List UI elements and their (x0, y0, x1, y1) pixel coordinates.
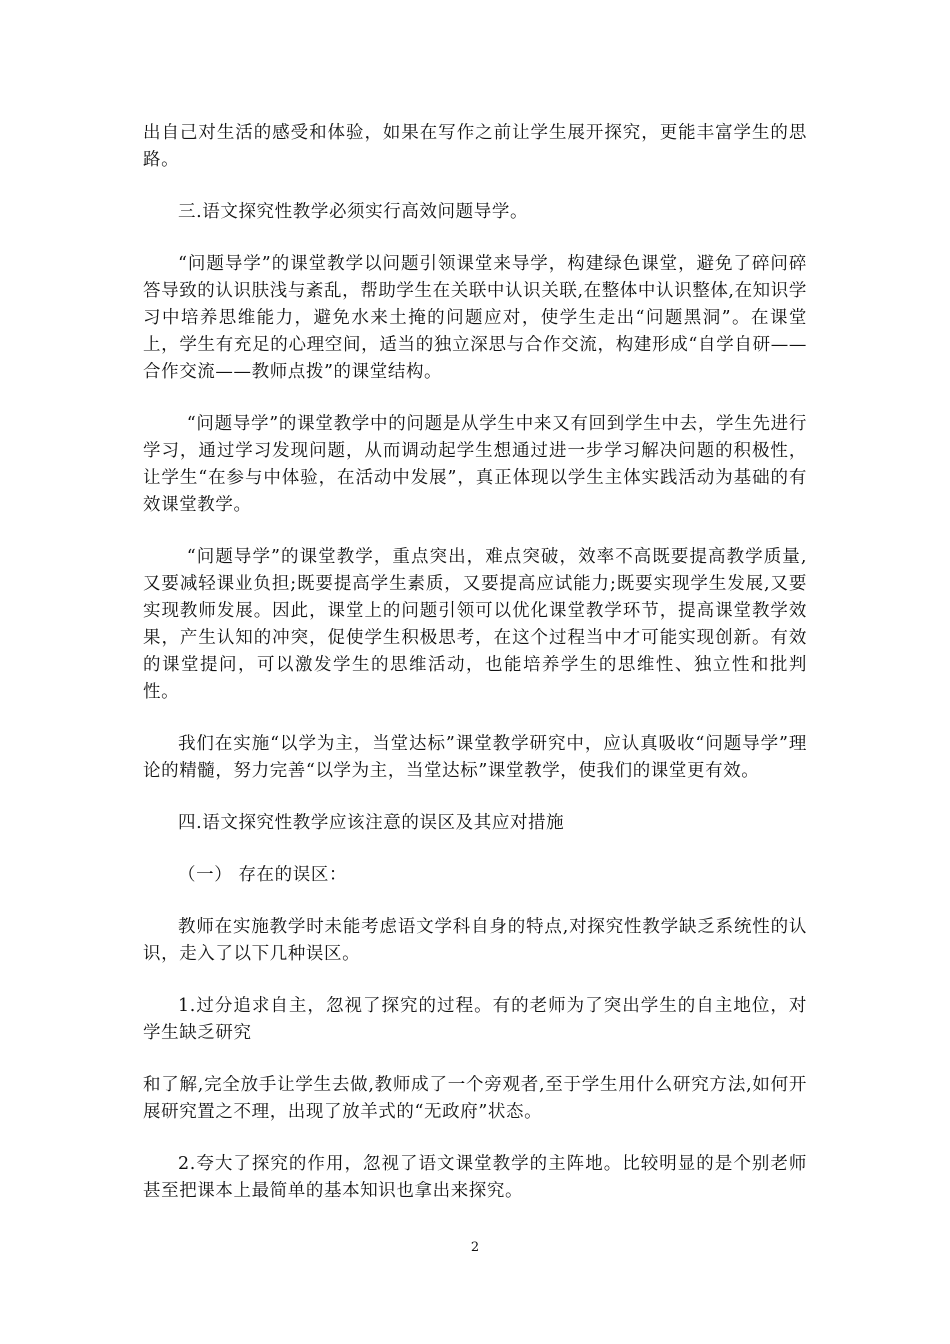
list-item-2: 2.夸大了探究的作用，忽视了语文课堂教学的主阵地。比较明显的是个别老师甚至把课本上最简单的基本知识也拿出来探究。 (143, 1154, 807, 1201)
page-number: 2 (470, 1240, 480, 1255)
paragraph-continuation: 出自己对生活的感受和体验，如果在写作之前让学生展开探究，更能丰富学生的思路。 (143, 123, 807, 170)
list-item-1: 1.过分追求自主，忽视了探究的过程。有的老师为了突出学生的自主地位，对学生缺乏研究 (143, 996, 807, 1043)
list-item-1-continuation: 和了解,完全放手让学生去做,教师成了一个旁观者,至于学生用什么研究方法,如何开展研究置之不理，出现了放羊式的“无政府”状态。 (143, 1075, 807, 1122)
paragraph-misconceptions-intro: 教师在实施教学时未能考虑语文学科自身的特点,对探究性教学缺乏系统性的认识，走入了以下几种误区。 (143, 917, 807, 964)
subsection-heading-1: （一） 存在的误区： (178, 865, 348, 885)
section-heading-3: 三.语文探究性教学必须实行高效问题导学。 (178, 202, 529, 222)
paragraph-problem-guided-2: “问题导学”的课堂教学中的问题是从学生中来又有回到学生中去，学生先进行学习，通过学习发现问题，从而调动起学生想通过进一步学习解决问题的积极性，让学生“在参与中体验，在活动中发展”，真正体现以学生主体实践活动为基础的有效课堂教学。 (143, 414, 807, 515)
section-heading-4: 四.语文探究性教学应该注意的误区及其应对措施 (178, 813, 565, 833)
paragraph-problem-guided-3: “问题导学”的课堂教学，重点突出，难点突破，效率不高既要提高教学质量,又要减轻课业负担;既要提高学生素质，又要提高应试能力;既要实现学生发展,又要实现教师发展。因此，课堂上的问题引领可以优化课堂教学环节，提高课堂教学效果，产生认知的冲突，促使学生积极思考，在这个过程当中才可能实现创新。有效的课堂提问，可以激发学生的思维活动，也能培养学生的思维性、独立性和批判性。 (143, 547, 807, 702)
paragraph-implementation: 我们在实施“以学为主，当堂达标”课堂教学研究中，应认真吸收“问题导学”理论的精髓，努力完善“以学为主，当堂达标”课堂教学，使我们的课堂更有效。 (143, 734, 807, 781)
document-body (143, 120, 807, 1230)
paragraph-problem-guided-1: “问题导学”的课堂教学以问题引领课堂来导学，构建绿色课堂，避免了碎问碎答导致的认识肤浅与紊乱，帮助学生在关联中认识关联,在整体中认识整体,在知识学习中培养思维能力，避免水来土掩的问题应对，使学生走出“问题黑洞”。在课堂上，学生有充足的心理空间，适当的独立深思与合作交流，构建形成“自学自研——合作交流——教师点拨”的课堂结构。 (143, 254, 807, 382)
